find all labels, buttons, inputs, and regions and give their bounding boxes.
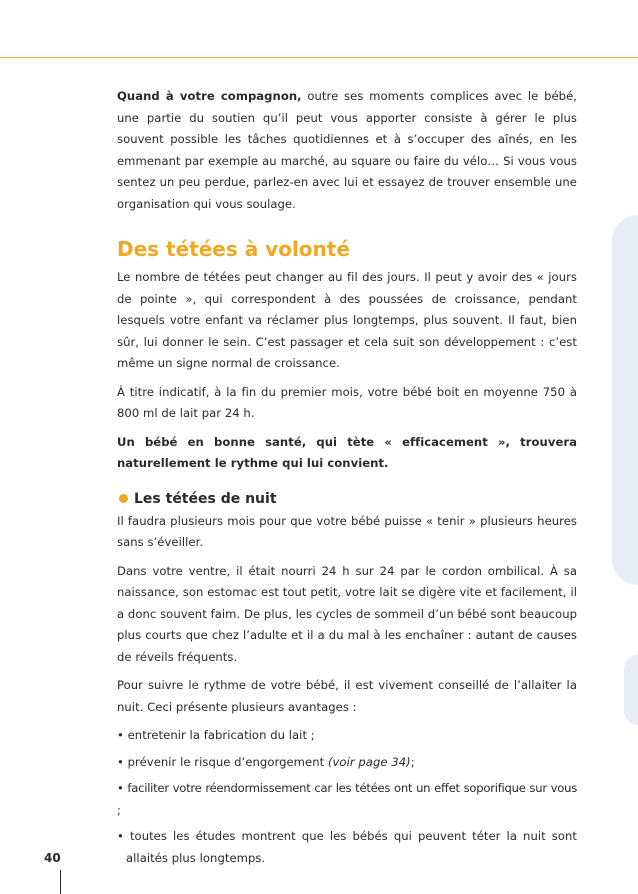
bullet-dot-icon bbox=[119, 494, 128, 503]
subsection-paragraph-3: Pour suivre le rythme de votre bébé, il est vivement conseillé de l’allaiter la nuit. Ceci présente plusieurs avantages : bbox=[117, 678, 577, 714]
page-number: 40 bbox=[44, 851, 61, 865]
intro-text: outre ses moments complices avec le bébé, une partie du soutien qu’il peut vous apporter consiste à gérer le plus souvent possible les tâches quotidiennes et à s’occuper des aînés, en les emmenant par exemple au marché, au square ou faire du vélo… Si vous vous sentez un peu perdue, parlez-en avec lui et essayez de trouver ensemble une organisation qui vous soulage. bbox=[117, 89, 577, 211]
section-emphasis: Un bébé en bonne santé, qui tète « efficacement », trouvera naturellement le rythme qui lui convient. bbox=[117, 434, 577, 470]
section-paragraph-2: À titre indicatif, à la fin du premier mois, votre bébé boit en moyenne 750 à 800 ml de lait par 24 h. bbox=[117, 384, 577, 420]
footer-rule bbox=[60, 870, 61, 894]
list-item-text: • prévenir le risque d’engorgement bbox=[117, 754, 328, 769]
list-item-end: ; bbox=[410, 754, 415, 769]
subsection-title: Les tétées de nuit bbox=[134, 490, 277, 507]
page-reference: (voir page 34) bbox=[327, 754, 411, 769]
section-paragraph-1: Le nombre de tétées peut changer au fil des jours. Il peut y avoir des « jours de pointe », qui correspondent à des poussées de croissance, pendant lesquels votre enfant va réclamer plus longtemps, plus souvent. Il faut, bien sûr, lui donner le sein. C’est passager et cela suit son développement : c’est même un signe normal de croissance. bbox=[117, 270, 577, 370]
page-content bbox=[117, 86, 577, 874]
list-item: • entretenir la fabrication du lait ; bbox=[117, 728, 315, 742]
list-item bbox=[117, 752, 577, 774]
subsection-paragraph-1: Il faudra plusieurs mois pour que votre bébé puisse « tenir » plusieurs heures sans s’éveiller. bbox=[117, 513, 577, 549]
subsection-paragraph-2: Dans votre ventre, il était nourri 24 h sur 24 par le cordon ombilical. À sa naissance, son estomac est tout petit, votre lait se digère vite et facilement, il a donc souvent faim. De plus, les cycles de sommeil d’un bébé sont beaucoup plus courts que chez l’adulte et il a du mal à les enchaîner : autant de causes de réveils fréquents. bbox=[117, 563, 577, 664]
list-item: • toutes les études montrent que les bébés qui peuvent téter la nuit sont allaités plus longtemps. bbox=[117, 829, 577, 865]
intro-lead: Quand à votre compagnon, bbox=[117, 89, 302, 103]
advantages-list bbox=[117, 725, 577, 869]
subsection-heading bbox=[117, 489, 577, 509]
header-rule bbox=[0, 57, 638, 58]
intro-paragraph bbox=[117, 86, 577, 215]
list-item: • faciliter votre réendormissement car les tétées ont un effet soporifique sur vous ; bbox=[117, 781, 577, 817]
section-title: Des tétées à volonté bbox=[117, 237, 350, 261]
side-decoration bbox=[612, 215, 638, 585]
side-decoration-small bbox=[624, 655, 638, 725]
